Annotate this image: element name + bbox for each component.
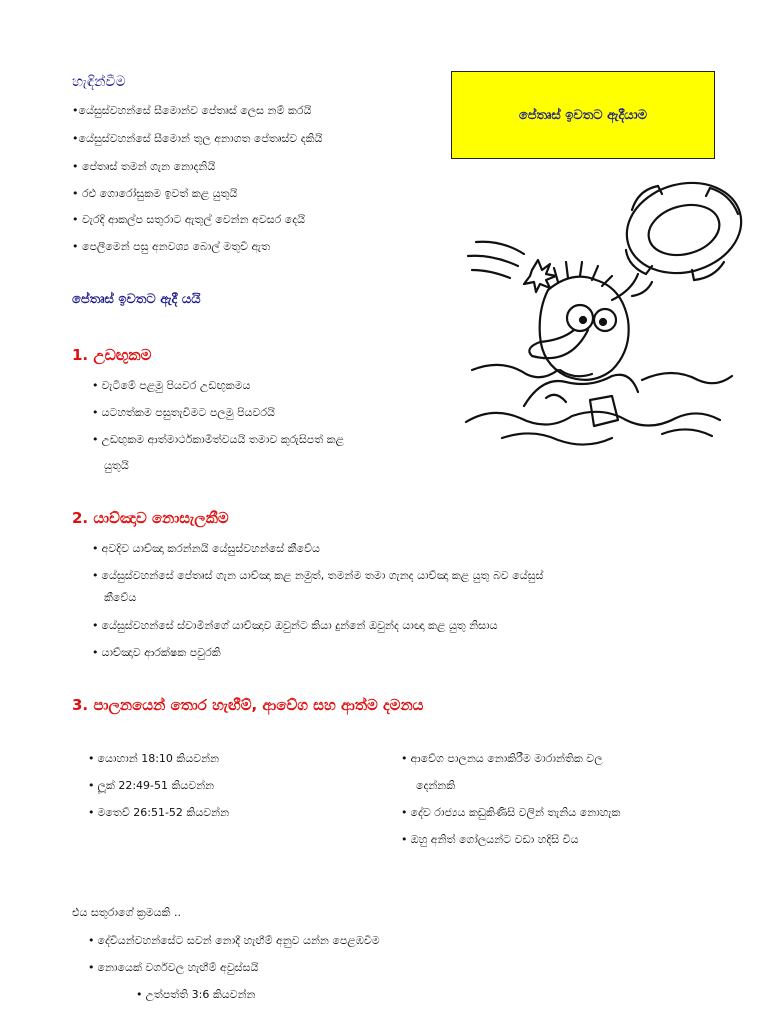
title-box <box>451 71 715 159</box>
section3-right-bullet: • දේව රාජ්‍යය කඩුකිණිසි වලින් තැනිය නොහැක <box>401 806 620 819</box>
subheading: පේතෘස් ඉවතට ඇදී යයි <box>72 292 201 307</box>
intro-bullet: • පෙලීමෙන් පසු අනවශ්‍ය බොල් මතුවී ඇත <box>72 240 271 253</box>
intro-bullet: • පේතෘස් තමන් ගැන නොදනියි <box>72 160 216 173</box>
section3-left-bullet: • යොහාන් 18:10 කියවන්න <box>88 752 219 765</box>
section1-bullet: • යටහත්කම පසුතැවීමට පලමු පියවරයි <box>92 406 275 419</box>
closing-sub-bullet: • උත්පත්ති 3:6 කියවන්න <box>136 988 255 1001</box>
section3-left-bullet: • මතෙව් 26:51-52 කියවන්න <box>88 806 229 819</box>
intro-bullet: • රළු ගොරෝසුකම ඉවත් කළ යුතුයි <box>72 187 238 200</box>
section2-continuation: කීවේය <box>104 591 137 604</box>
section2-heading: 2. යාච්ඤාව නොසැලකීම <box>72 509 229 527</box>
section2-bullet: • අවදිව යාච්ඤා කරන්නයි යේසුස්වහන්සේ කීවේය <box>92 542 320 555</box>
intro-bullet: • වැරදි ආකල්ප සතුරාට ඇතුල් වෙන්න අවසර දෙයි <box>72 213 306 226</box>
intro-heading: හැඳින්වීම <box>72 74 126 90</box>
closing-bullet: • දේවියන්වහන්සේට සවන් නොදී හැඟීම් අනුව යන්න පෙළඹවීම <box>88 934 380 947</box>
life-ring-icon <box>617 170 748 285</box>
section1-heading: 1. උඩඟුකම <box>72 346 152 364</box>
intro-bullet: •යේසුස්වහන්සේ සීමොන්ව පේතෘස් ලෙස නම් කරයි <box>72 104 312 117</box>
section3-right-bullet: • ඔහු අනිත් ගෝලයන්ට වඩා හදිසි විය <box>401 833 579 846</box>
section2-bullet: • යාච්ඤාව ආරක්ෂක පවුරකි <box>92 646 221 659</box>
section2-bullet: • යේසුස්වහන්සේ පේතෘස් ගැන යාච්ඤා කළ නමුත්, තමන්ම තමා ගැනද යාච්ඤා කළ යුතු බව යේසුස් <box>92 569 543 582</box>
section2-bullet: • යේසුස්වහන්සේ ස්වාමීන්ගේ යාච්ඤාව ඔවුන්ට කියා දුන්නේ ඔවුන්ද යාඥා කළ යුතු නිසාය <box>92 619 498 632</box>
section1-bullet: • උඩඟුකම ආත්මාර්ථකාමීත්වයයි තමාව කුරුසිපත් කළ <box>92 433 344 446</box>
title-text: පේතෘස් ඉවතට ඇදීයාම <box>518 107 648 123</box>
section1-continuation: යුතුයි <box>104 459 129 472</box>
section3-right-continuation: දෙන්නකි <box>416 779 456 792</box>
section3-left-bullet: • ලූක් 22:49-51 කියවන්න <box>88 779 214 792</box>
section3-heading: 3. පාලනයෙන් තොර හැඟීම්, ආවේග සහ ආත්ම දමනය <box>72 696 424 714</box>
closing-intro: එය සතුරාගේ ක්‍රමයකි .. <box>72 906 181 919</box>
closing-bullet: • නොයෙක් වර්ගවල හැඟීම් අවුස්සයි <box>88 961 258 974</box>
section3-right-bullet: • ආවේග පාලනය නොකිරීම මාරාන්තික වල <box>401 752 603 765</box>
section1-bullet: • වැටීමේ පළමු පියවර උඩඟුකමය <box>92 379 250 392</box>
cartoon-illustration <box>462 170 748 452</box>
intro-bullet: •යේසුස්වහන්සේ සීමොන් තුල අනාගත පේතෘස්ව දකියි <box>72 132 323 145</box>
